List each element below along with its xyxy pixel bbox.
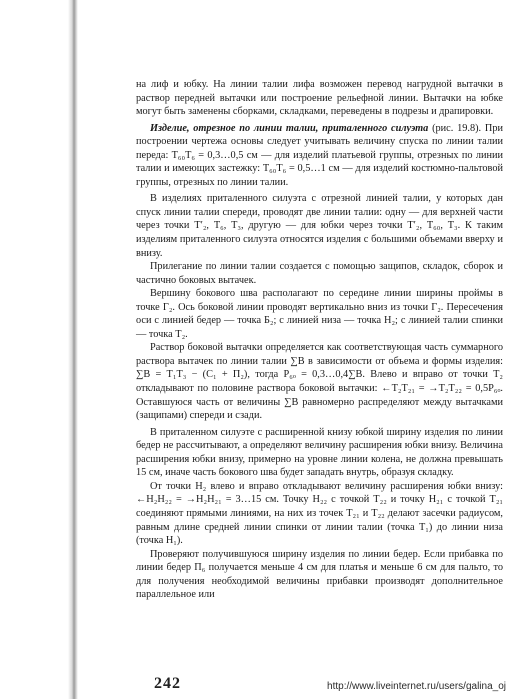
paragraph-3: В изделиях приталенного силуэта с отрезной линией талии, у которых дан спуск линии талии спереди, проводят две линии талии: одну — для верхней части через точки Т′₂, Т₆, Т₃, другую — для юбки через точки Т′₂, Т₆₀, Т₃. К таким изделиям приталенного силуэта относятся изделия с большими объемами вверху и внизу. [136, 193, 503, 259]
paragraph-7: В приталенном силуэте с расширенной книзу юбкой ширину изделия по линии бедер не рассчитывают, а определяют величину расширения юбки внизу. Величина расширения юбки внизу, примерно на уровне линии колена, не должна превышать 15 см, иначе часть бокового шва будет западать внутрь, образуя складку. [136, 426, 503, 479]
section-heading-fitted-waist: Изделие, отрезное по линии талии, приталенного силуэта [150, 122, 429, 134]
page-footer [136, 675, 506, 695]
scan-binding-edge [0, 0, 78, 699]
paragraph-6: Раствор боковой вытачки определяется как соответствующая часть суммарного раствора вытачек по линии талии ∑В в зависимости от объема и формы изделия: ∑В = Т₁Т₃ − (С₁ + П₂), тогда Р₆ₒ = 0,3…0,4∑В. Влево и вправо от точки Т₂ откладывают по половине раствора боковой вытачки: ←Т₂Т₂₁ = →Т₂Т₂₂ = 0,5Р₆ₒ. Оставшуюся часть от величины ∑В равномерно распределяют между вытачками (защипами) спереди и сзади. [136, 342, 503, 422]
watermark-url: http://www.liveinternet.ru/users/galina_oj [327, 681, 506, 692]
paragraph-4: Прилегание по линии талии создается с помощью защипов, складок, сборок и частично боковых вытачек. [136, 261, 503, 286]
paragraph-2-body: (рис. 19.8). При построении чертежа основы следует учитывать величину спуска по линии талии переда: Т₆₀Т₆ = 0,3…0,5 см — для изделий платьевой группы, отрезных по линии талии и имеющих застежку: Т₆₀Т₆ = 0,5…1 см — для изделий костюмно-пальтовой группы, отрезных по линии талии. [136, 122, 503, 188]
paragraph-1: на лиф и юбку. На линии талии лифа возможен перевод нагрудной вытачки в раствор передней вытачки или построение рельефной линии. Вытачки на юбке могут быть заменены сборками, складками, переведены в подрезы и драпировки. [136, 79, 503, 118]
paragraph-8: От точки Н₂ влево и вправо откладывают величину расширения юбки внизу: ←Н₂Н₂₂ = →Н₂Н₂₁ = 3…15 см. Точку Н₂₂ с точкой Т₂₂ и точку Н₂₁ с точкой Т₂₁ соединяют прямыми линиями, на них из точек Т₂₁ и Т₂₂ делают засечки радиусом, равным длине средней линии спинки от линии талии (точка Т₁) до линии низа (точка Н₁). [136, 480, 503, 547]
paragraph-5: Вершину бокового шва располагают по середине линии ширины проймы в точке Г₂. Ось боковой линии проводят вертикально вниз из точки Г₂. Пересечения оси с линией бедер — точка Б₂; с линией низа — точка Н₂; с линией талии спинки — точка Т₂. [136, 288, 503, 340]
paragraph-2 [136, 122, 503, 190]
paragraph-9: Проверяют получившуюся ширину изделия по линии бедер. Если прибавка по линии бедер П₆ получается меньше 4 см для платья и меньше 6 см для пальто, то для получения необходимой величины прибавки производят дополнительное параллельное или [136, 548, 503, 601]
book-page-text [136, 78, 503, 602]
page-number: 242 [154, 675, 181, 692]
